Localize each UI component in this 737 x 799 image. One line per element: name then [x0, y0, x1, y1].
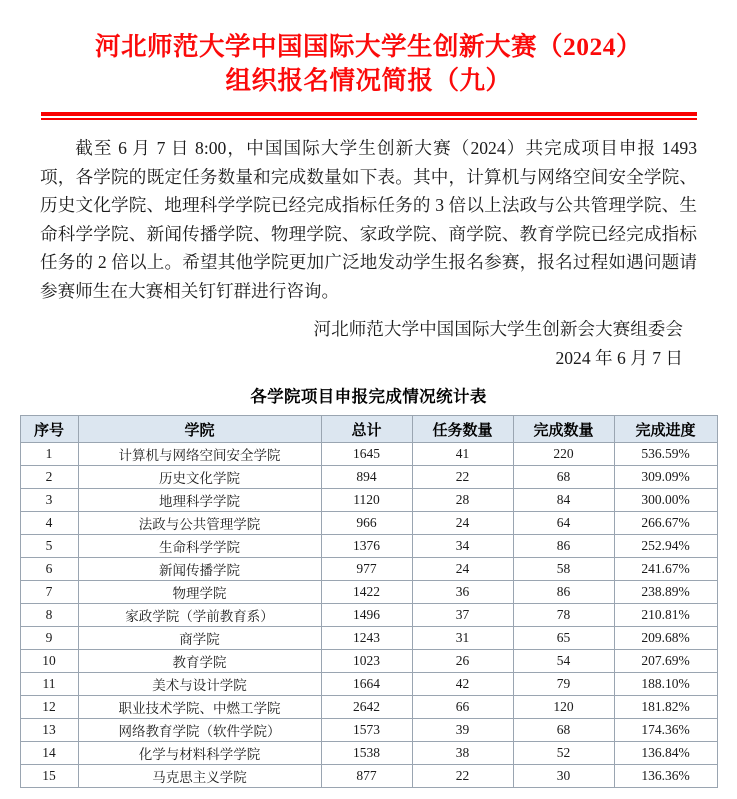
cell-done: 220 — [513, 443, 614, 466]
cell-task: 37 — [412, 604, 513, 627]
cell-index: 5 — [20, 535, 78, 558]
cell-index: 10 — [20, 650, 78, 673]
cell-progress: 210.81% — [614, 604, 717, 627]
cell-total: 877 — [321, 765, 412, 788]
table-row — [20, 604, 717, 627]
cell-progress: 309.09% — [614, 466, 717, 489]
table-body — [20, 443, 717, 788]
document-title-line1: 河北师范大学中国国际大学生创新大赛（2024） — [94, 32, 642, 61]
cell-total: 894 — [321, 466, 412, 489]
column-header-progress: 完成进度 — [614, 416, 717, 443]
red-divider-rule — [41, 112, 697, 120]
cell-school: 化学与材料科学学院 — [78, 742, 321, 765]
cell-done: 68 — [513, 466, 614, 489]
cell-done: 84 — [513, 489, 614, 512]
cell-total: 1496 — [321, 604, 412, 627]
cell-done: 86 — [513, 535, 614, 558]
table-row — [20, 696, 717, 719]
cell-done: 58 — [513, 558, 614, 581]
cell-school: 美术与设计学院 — [78, 673, 321, 696]
cell-index: 11 — [20, 673, 78, 696]
body-paragraph: 截至 6 月 7 日 8:00，中国国际大学生创新大赛（2024）共完成项目申报 1493 项，各学院的既定任务数量和完成数量如下表。其中，计算机与网络空间安全学院、历史文化学院、地理科学学院已经完成指标任务的 3 倍以上法政与公共管理学院、生命科学学院、新闻传播学院、物理学院、家政学院、商学院、教育学院已经完成指标任务的 2 倍以上。希望其他学院更加广泛地发动学生报名参赛，报名过程如遇问题请参赛师生在大赛相关钉钉群进行咨询。 — [40, 138, 697, 301]
signature-block — [18, 315, 683, 372]
cell-done: 65 — [513, 627, 614, 650]
divider-thick-line — [41, 112, 697, 116]
cell-progress: 181.82% — [614, 696, 717, 719]
cell-total: 1645 — [321, 443, 412, 466]
cell-school: 职业技术学院、中燃工学院 — [78, 696, 321, 719]
cell-done: 54 — [513, 650, 614, 673]
cell-index: 9 — [20, 627, 78, 650]
table-row — [20, 558, 717, 581]
cell-index: 2 — [20, 466, 78, 489]
document-title-line2: 组织报名情况简报（九） — [225, 66, 512, 95]
table-row — [20, 765, 717, 788]
cell-done: 68 — [513, 719, 614, 742]
cell-done: 64 — [513, 512, 614, 535]
cell-task: 36 — [412, 581, 513, 604]
cell-done: 79 — [513, 673, 614, 696]
cell-task: 26 — [412, 650, 513, 673]
cell-index: 6 — [20, 558, 78, 581]
cell-progress: 209.68% — [614, 627, 717, 650]
table-row — [20, 673, 717, 696]
signature-date: 2024 年 6 月 7 日 — [555, 347, 683, 368]
cell-index: 4 — [20, 512, 78, 535]
cell-index: 1 — [20, 443, 78, 466]
cell-task: 22 — [412, 765, 513, 788]
table-row — [20, 627, 717, 650]
cell-progress: 174.36% — [614, 719, 717, 742]
table-header-row — [20, 416, 717, 443]
cell-total: 1573 — [321, 719, 412, 742]
divider-thin-line — [41, 118, 697, 120]
cell-task: 34 — [412, 535, 513, 558]
table-row — [20, 443, 717, 466]
cell-school: 计算机与网络空间安全学院 — [78, 443, 321, 466]
cell-index: 12 — [20, 696, 78, 719]
cell-progress: 266.67% — [614, 512, 717, 535]
cell-task: 24 — [412, 558, 513, 581]
cell-task: 66 — [412, 696, 513, 719]
document-title — [18, 0, 719, 98]
cell-total: 1376 — [321, 535, 412, 558]
cell-progress: 241.67% — [614, 558, 717, 581]
table-caption: 各学院项目申报完成情况统计表 — [250, 388, 487, 406]
cell-total: 2642 — [321, 696, 412, 719]
table-row — [20, 742, 717, 765]
table-row — [20, 535, 717, 558]
cell-school: 物理学院 — [78, 581, 321, 604]
cell-index: 3 — [20, 489, 78, 512]
cell-done: 78 — [513, 604, 614, 627]
cell-progress: 536.59% — [614, 443, 717, 466]
cell-school: 生命科学学院 — [78, 535, 321, 558]
table-row — [20, 466, 717, 489]
table-row — [20, 581, 717, 604]
cell-progress: 136.36% — [614, 765, 717, 788]
cell-task: 39 — [412, 719, 513, 742]
cell-done: 30 — [513, 765, 614, 788]
cell-school: 马克思主义学院 — [78, 765, 321, 788]
cell-total: 966 — [321, 512, 412, 535]
cell-index: 14 — [20, 742, 78, 765]
cell-total: 977 — [321, 558, 412, 581]
cell-school: 网络教育学院（软件学院） — [78, 719, 321, 742]
cell-school: 商学院 — [78, 627, 321, 650]
cell-total: 1538 — [321, 742, 412, 765]
cell-task: 38 — [412, 742, 513, 765]
cell-school: 教育学院 — [78, 650, 321, 673]
cell-total: 1120 — [321, 489, 412, 512]
cell-total: 1023 — [321, 650, 412, 673]
cell-progress: 136.84% — [614, 742, 717, 765]
column-header-school: 学院 — [78, 416, 321, 443]
column-header-task: 任务数量 — [412, 416, 513, 443]
cell-total: 1664 — [321, 673, 412, 696]
cell-school: 法政与公共管理学院 — [78, 512, 321, 535]
cell-progress: 252.94% — [614, 535, 717, 558]
cell-index: 15 — [20, 765, 78, 788]
table-row — [20, 719, 717, 742]
cell-index: 7 — [20, 581, 78, 604]
cell-total: 1422 — [321, 581, 412, 604]
cell-school: 历史文化学院 — [78, 466, 321, 489]
table-row — [20, 512, 717, 535]
cell-progress: 300.00% — [614, 489, 717, 512]
cell-index: 13 — [20, 719, 78, 742]
cell-task: 42 — [412, 673, 513, 696]
column-header-done: 完成数量 — [513, 416, 614, 443]
cell-task: 28 — [412, 489, 513, 512]
cell-progress: 207.69% — [614, 650, 717, 673]
cell-done: 52 — [513, 742, 614, 765]
cell-index: 8 — [20, 604, 78, 627]
cell-task: 22 — [412, 466, 513, 489]
column-header-index: 序号 — [20, 416, 78, 443]
cell-progress: 188.10% — [614, 673, 717, 696]
cell-school: 地理科学学院 — [78, 489, 321, 512]
column-header-total: 总计 — [321, 416, 412, 443]
cell-school: 家政学院（学前教育系） — [78, 604, 321, 627]
cell-task: 41 — [412, 443, 513, 466]
cell-done: 120 — [513, 696, 614, 719]
table-row — [20, 489, 717, 512]
cell-task: 31 — [412, 627, 513, 650]
cell-total: 1243 — [321, 627, 412, 650]
statistics-table — [20, 415, 718, 788]
table-row — [20, 650, 717, 673]
cell-progress: 238.89% — [614, 581, 717, 604]
cell-school: 新闻传播学院 — [78, 558, 321, 581]
cell-task: 24 — [412, 512, 513, 535]
cell-done: 86 — [513, 581, 614, 604]
signature-organization: 河北师范大学中国国际大学生创新会大赛组委会 — [313, 319, 683, 339]
